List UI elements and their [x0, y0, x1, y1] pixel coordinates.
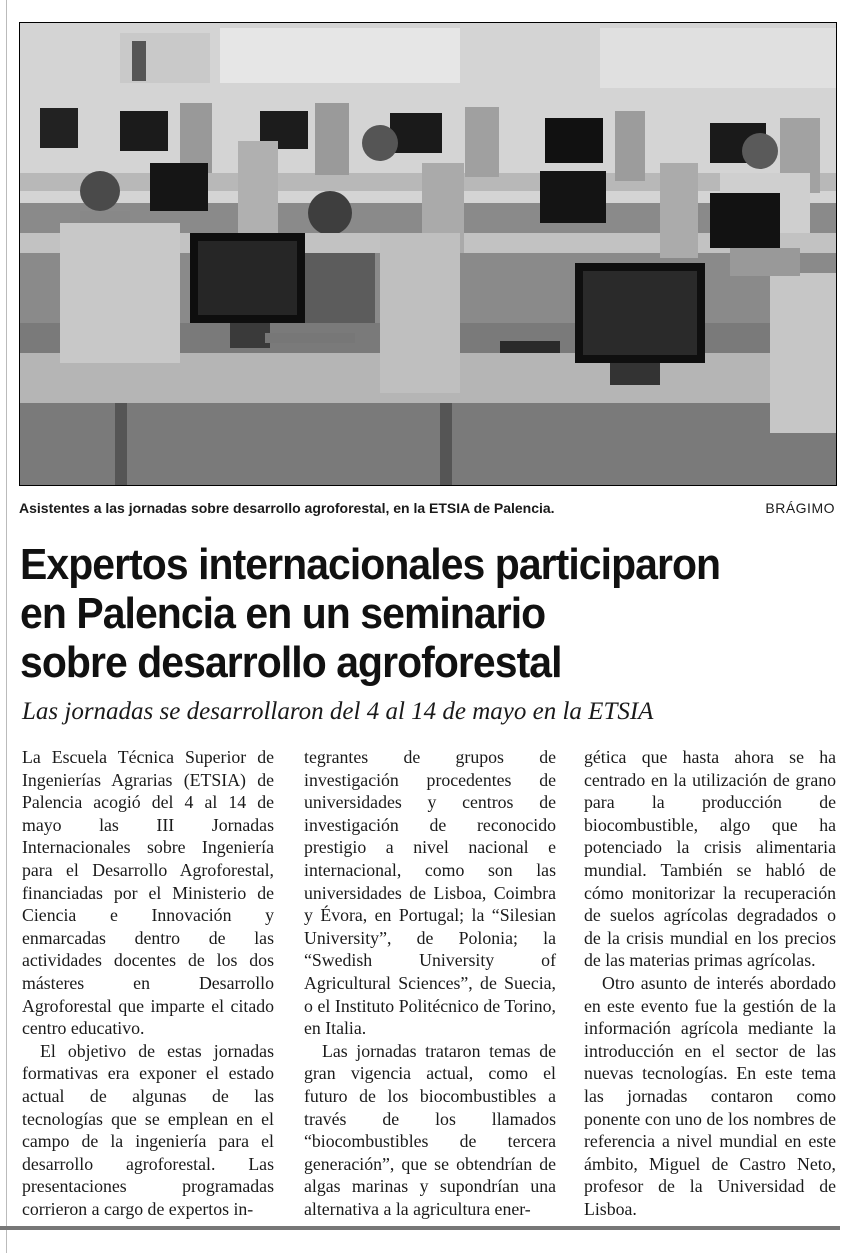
computer-lab-photo-icon — [20, 23, 836, 485]
paragraph: gética que hasta ahora se ha centrado en la utilización de grano para la producción de biocombustible, algo que ha potenciado la crisis alimentaria mundial. También se habló de cómo monitorizar la recuperación de suelos agrícolas degradados o de la crisis mundial en los precios de las materias primas agrícolas. — [584, 747, 836, 971]
paragraph: Otro asunto de interés abordado en este evento fue la gestión de la información agrícola mediante la introducción en el sector de las nuevas tecnologías. En este tema las jornadas contaron como ponente con uno de los nombres de referencia a nivel mundial en este ámbito, Miguel de Castro Neto, profesor de la Universidad de Lisboa. — [584, 972, 836, 1219]
bottom-rule — [0, 1226, 840, 1230]
article-subheadline: Las jornadas se desarrollaron del 4 al 14 de mayo en la ETSIA — [22, 698, 654, 725]
photo-computer-lab — [19, 22, 837, 486]
headline-line-3: sobre desarrollo agroforestal — [20, 638, 562, 687]
article-headline — [20, 540, 783, 687]
photo-caption — [19, 498, 835, 520]
headline-line-2: en Palencia en un seminario — [20, 589, 546, 638]
article-column-2 — [304, 746, 556, 1220]
photo-credit: BRÁGIMO — [765, 500, 835, 516]
article-column-3 — [584, 746, 836, 1220]
paragraph: tegrantes de grupos de investigación procedentes de universidades y centros de investigación de reconocido prestigio a nivel nacional e internacional, como son las universidades de Lisboa, Coimbra y Évora, en Portugal; la “Silesian University”, de Polonia; la “Swedish University of Agricultural Sciences”, de Suecia, o el Instituto Politécnico de Torino, en Italia. — [304, 747, 556, 1039]
paragraph: La Escuela Técnica Superior de Ingenierías Agrarias (ETSIA) de Palencia acogió del 4 al 14 de mayo las III Jornadas Internacionales sobre Ingeniería para el Desarrollo Agroforestal, financiadas por el Ministerio de Ciencia e Innovación y enmarcadas dentro de las actividades docentes de los dos másteres en Desarrollo Agroforestal que imparte el citado centro educativo. — [22, 747, 274, 1039]
article-column-1 — [22, 746, 274, 1220]
headline-line-1: Expertos internacionales participaron — [20, 540, 721, 589]
paragraph: El objetivo de estas jornadas formativas era exponer el estado actual de algunas de las tecnologías que se emplean en el campo de la ingeniería para el desarrollo agroforestal. Las presentaciones programadas corrieron a cargo de expertos in- — [22, 1040, 274, 1219]
caption-text: Asistentes a las jornadas sobre desarrollo agroforestal, en la ETSIA de Palencia. — [19, 500, 555, 516]
paragraph: Las jornadas trataron temas de gran vigencia actual, como el futuro de los biocombustibles a través de los llamados “biocombustibles de tercera generación”, que se obtendrían de algas marinas y supondrían una alternativa a la agricultura ener- — [304, 1040, 556, 1219]
page-edge-rule — [6, 0, 7, 1253]
